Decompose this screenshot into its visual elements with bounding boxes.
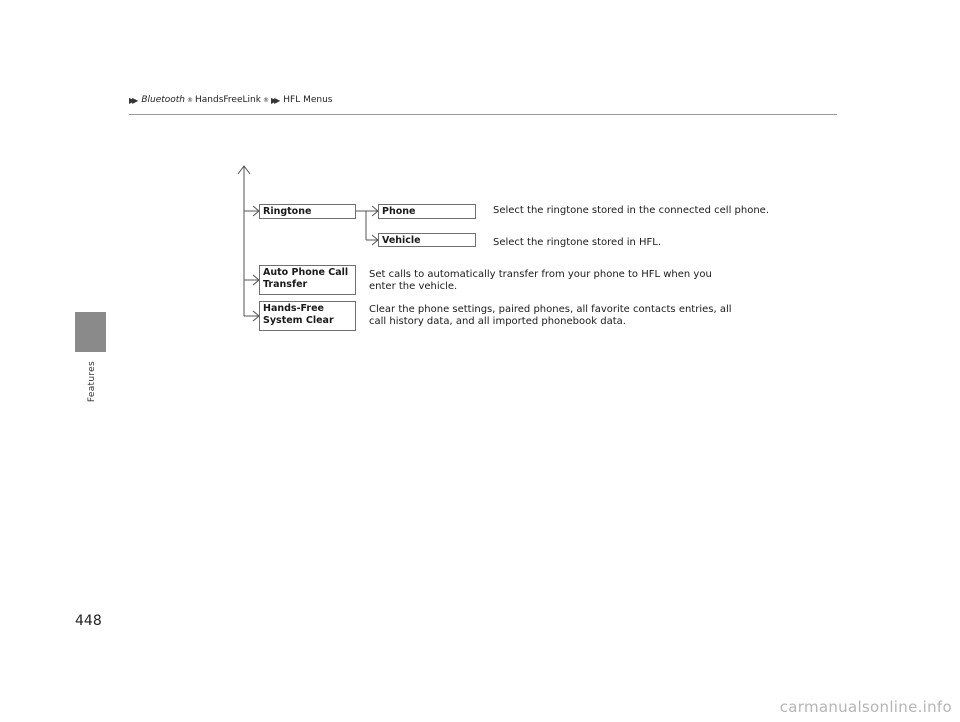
hands-free-system-clear-item xyxy=(259,301,356,331)
page-number: 448 xyxy=(75,613,102,629)
watermark: carmanualsonline.info xyxy=(779,698,952,716)
system-clear-label-line2: System Clear xyxy=(263,315,334,326)
auto-phone-call-transfer-item xyxy=(259,265,356,295)
auto-transfer-desc-line2: enter the vehicle. xyxy=(369,281,458,292)
auto-transfer-label-line2: Transfer xyxy=(263,279,308,290)
registered-mark: ® xyxy=(187,96,194,104)
registered-mark: ® xyxy=(262,96,269,104)
auto-transfer-label-line1: Auto Phone Call xyxy=(263,267,349,278)
double-arrow-icon: ▶▶ xyxy=(270,95,278,105)
ringtone-label: Ringtone xyxy=(263,206,312,217)
phone-description: Select the ringtone stored in the connected cell phone. xyxy=(493,205,770,216)
system-clear-desc-line1: Clear the phone settings, paired phones, all favorite contacts entries, all xyxy=(369,304,732,315)
auto-transfer-desc-line1: Set calls to automatically transfer from your phone to HFL when you xyxy=(369,269,712,280)
system-clear-description xyxy=(369,304,732,328)
auto-transfer-description xyxy=(369,269,712,293)
vehicle-description: Select the ringtone stored in HFL. xyxy=(493,237,662,248)
section-label: Features xyxy=(87,361,97,403)
ringtone-vehicle-item xyxy=(378,233,476,247)
breadcrumb-brand: Bluetooth xyxy=(141,95,186,105)
double-arrow-icon: ▶▶ xyxy=(129,95,136,105)
breadcrumb-product: HandsFreeLink xyxy=(195,95,261,105)
ringtone-phone-item xyxy=(378,204,476,219)
ringtone-item xyxy=(259,204,356,219)
phone-label: Phone xyxy=(382,206,416,217)
system-clear-desc-line2: call history data, and all imported phonebook data. xyxy=(369,316,626,327)
vehicle-label: Vehicle xyxy=(382,235,421,246)
breadcrumb-section: HFL Menus xyxy=(283,95,333,105)
system-clear-label-line1: Hands-Free xyxy=(263,303,324,314)
